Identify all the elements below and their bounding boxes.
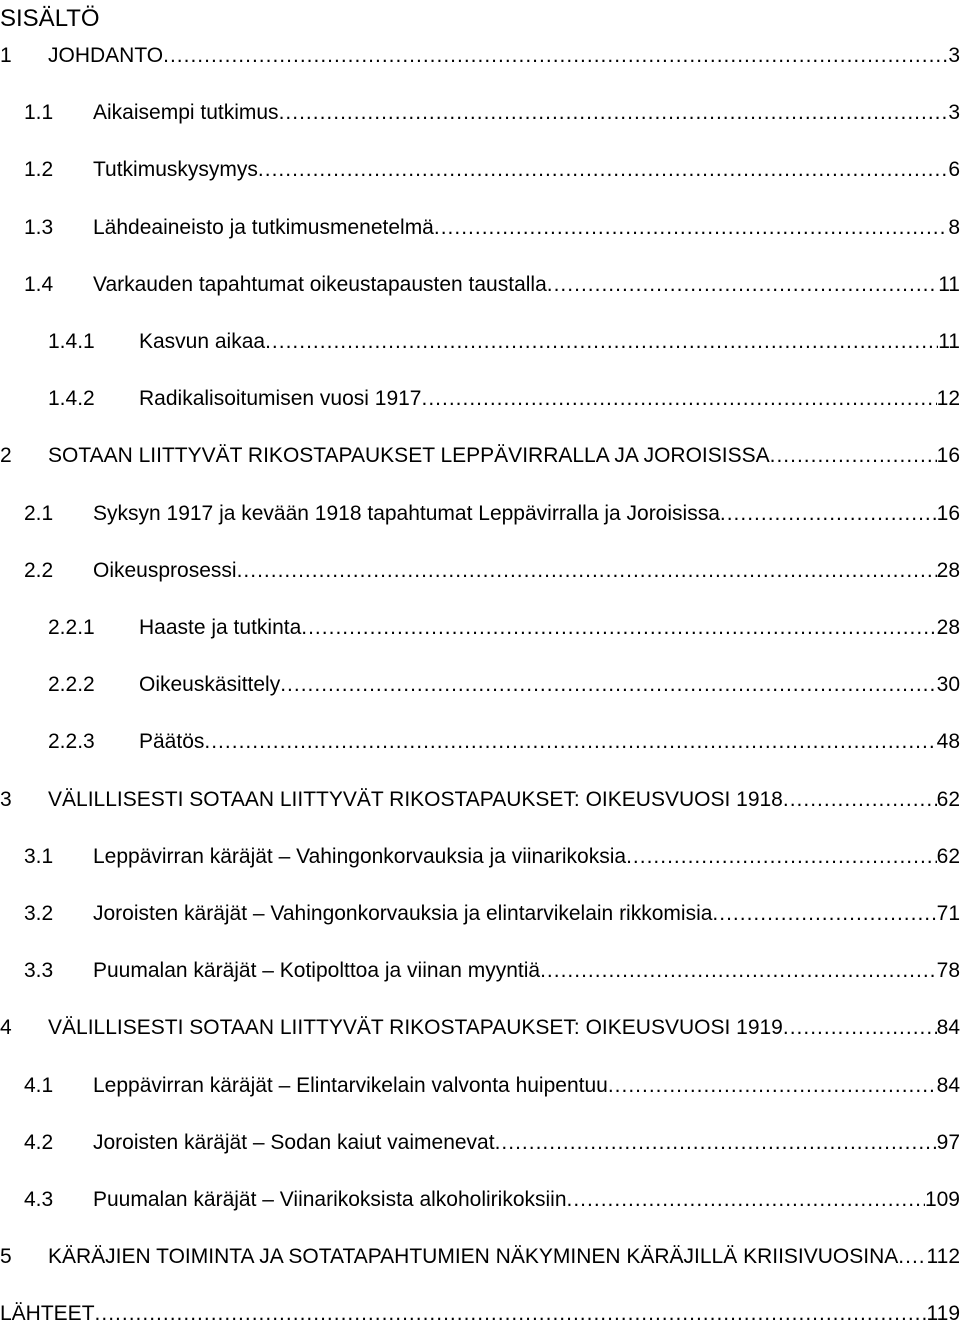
- toc-entry[interactable]: [0, 1185, 960, 1215]
- dot-leader: [783, 785, 937, 815]
- toc-entry-number: 1.1: [24, 101, 54, 124]
- toc-entry-page: 62: [936, 788, 960, 811]
- toc-entry-title: SOTAAN LIITTYVÄT RIKOSTAPAUKSET LEPPÄVIRRALLA JA JOROISISSA: [48, 444, 770, 467]
- dot-leader: [422, 384, 937, 414]
- toc-entry-page: 3: [948, 101, 960, 124]
- toc-entry[interactable]: [0, 1071, 960, 1101]
- toc-entry-title: KÄRÄJIEN TOIMINTA JA SOTATAPAHTUMIEN NÄKYMINEN KÄRÄJILLÄ KRIISIVUOSINA: [48, 1245, 899, 1268]
- toc-entry-page: 12: [936, 387, 960, 410]
- toc-entry-page: 71: [936, 902, 960, 925]
- toc-entry-number: 4: [0, 1016, 12, 1039]
- toc-entry[interactable]: [0, 1242, 960, 1272]
- toc-entry-number: 1.3: [24, 216, 54, 239]
- toc-entry-number: 4.2: [24, 1131, 54, 1154]
- toc-entry-title: Radikalisoitumisen vuosi 1917: [139, 387, 422, 410]
- dot-leader: [279, 98, 949, 128]
- toc-entry-title: Puumalan käräjät – Kotipolttoa ja viinan myyntiä: [93, 959, 541, 982]
- toc-entry[interactable]: [0, 670, 960, 700]
- toc-entry[interactable]: [0, 613, 960, 643]
- dot-leader: [265, 327, 938, 357]
- toc-entry-title: VÄLILLISESTI SOTAAN LIITTYVÄT RIKOSTAPAUKSET: OIKEUSVUOSI 1919: [48, 1016, 783, 1039]
- toc-entry[interactable]: [0, 785, 960, 815]
- toc-entry[interactable]: [0, 441, 960, 471]
- toc-entry-number: 2: [0, 444, 12, 467]
- dot-leader: [434, 213, 948, 243]
- toc-entry-page: 78: [936, 959, 960, 982]
- toc-entry-page: 109: [924, 1188, 960, 1211]
- toc-entry-number: 1.2: [24, 158, 54, 181]
- toc-entry[interactable]: [0, 327, 960, 357]
- toc-entry[interactable]: [0, 213, 960, 243]
- toc-entry-page: 84: [936, 1016, 960, 1039]
- toc-entry-title: VÄLILLISESTI SOTAAN LIITTYVÄT RIKOSTAPAUKSET: OIKEUSVUOSI 1918: [48, 788, 783, 811]
- toc-entry-number: 5: [0, 1245, 12, 1268]
- toc-entry-page: 48: [936, 730, 960, 753]
- toc-entry-page: 84: [936, 1074, 960, 1097]
- toc-entry-page: 16: [936, 444, 960, 467]
- dot-leader: [770, 441, 937, 471]
- dot-leader: [95, 1299, 927, 1329]
- dot-leader: [301, 613, 936, 643]
- toc-entry-number: 1: [0, 44, 12, 67]
- toc-entry[interactable]: [0, 270, 960, 300]
- dot-leader: [280, 670, 936, 700]
- dot-leader: [783, 1013, 937, 1043]
- dot-leader: [258, 155, 948, 185]
- toc-entry-number: 3.1: [24, 845, 54, 868]
- toc-entry-number: 3.3: [24, 959, 54, 982]
- toc-entry[interactable]: [0, 1013, 960, 1043]
- toc-entry[interactable]: [0, 1299, 960, 1329]
- dot-leader: [626, 842, 937, 872]
- toc-entry-page: 3: [948, 44, 960, 67]
- toc-entry-title: JOHDANTO: [48, 44, 164, 67]
- dot-leader: [720, 499, 937, 529]
- toc-entry-page: 119: [926, 1302, 960, 1325]
- toc-entry-title: Varkauden tapahtumat oikeustapausten taustalla: [93, 273, 547, 296]
- dot-leader: [547, 270, 938, 300]
- toc-entry-number: 3.2: [24, 902, 54, 925]
- toc-entry-title: Lähdeaineisto ja tutkimusmenetelmä: [93, 216, 434, 239]
- toc-entry-title: Leppävirran käräjät – Elintarvikelain valvonta huipentuu: [93, 1074, 608, 1097]
- toc-entry-title: Aikaisempi tutkimus: [93, 101, 279, 124]
- toc-entry-number: 2.2.2: [48, 673, 95, 696]
- toc-entry[interactable]: [0, 727, 960, 757]
- toc-entry-number: 4.3: [24, 1188, 54, 1211]
- toc-entry[interactable]: [0, 556, 960, 586]
- toc-entry-page: 28: [936, 559, 960, 582]
- dot-leader: [163, 41, 948, 71]
- toc-entry-title: Haaste ja tutkinta: [139, 616, 302, 639]
- toc-entry-title: LÄHTEET: [0, 1302, 95, 1325]
- toc-entry-page: 8: [948, 216, 960, 239]
- toc-entry-number: 4.1: [24, 1074, 54, 1097]
- toc-entry-title: Syksyn 1917 ja kevään 1918 tapahtumat Leppävirralla ja Joroisissa: [93, 502, 720, 525]
- toc-entry-page: 6: [948, 158, 960, 181]
- toc-entry-page: 11: [938, 330, 960, 353]
- toc-entry[interactable]: [0, 499, 960, 529]
- toc-entry-number: 2.2.3: [48, 730, 95, 753]
- dot-leader: [898, 1242, 926, 1272]
- toc-entry-page: 11: [938, 273, 960, 296]
- toc-entry[interactable]: [0, 98, 960, 128]
- toc-entry[interactable]: [0, 155, 960, 185]
- toc-entry-title: Joroisten käräjät – Vahingonkorvauksia ja elintarvikelain rikkomisia: [93, 902, 713, 925]
- toc-entry-page: 62: [936, 845, 960, 868]
- toc-entry-page: 30: [936, 673, 960, 696]
- dot-leader: [237, 556, 937, 586]
- toc-entry[interactable]: [0, 899, 960, 929]
- toc-entry-page: 16: [936, 502, 960, 525]
- toc-entry[interactable]: [0, 1128, 960, 1158]
- toc-entry[interactable]: [0, 842, 960, 872]
- toc-entry-number: 3: [0, 788, 12, 811]
- toc-heading: SISÄLTÖ: [0, 5, 100, 32]
- dot-leader: [204, 727, 936, 757]
- toc-entry-number: 2.1: [24, 502, 54, 525]
- dot-leader: [540, 956, 937, 986]
- toc-entry-page: 112: [926, 1245, 960, 1268]
- toc-entry-number: 1.4.2: [48, 387, 95, 410]
- dot-leader: [608, 1071, 937, 1101]
- dot-leader: [567, 1185, 925, 1215]
- toc-entry-title: Kasvun aikaa: [139, 330, 266, 353]
- dot-leader: [712, 899, 936, 929]
- toc-entry[interactable]: [0, 384, 960, 414]
- toc-entry-title: Leppävirran käräjät – Vahingonkorvauksia ja viinarikoksia: [93, 845, 627, 868]
- toc-entry-number: 1.4.1: [48, 330, 95, 353]
- toc-entry-number: 1.4: [24, 273, 54, 296]
- toc-entry[interactable]: [0, 41, 960, 71]
- toc-entry[interactable]: [0, 956, 960, 986]
- toc-entry-number: 2.2: [24, 559, 54, 582]
- toc-entry-title: Joroisten käräjät – Sodan kaiut vaimenevat: [93, 1131, 495, 1154]
- toc-entry-title: Oikeuskäsittely: [139, 673, 281, 696]
- toc-entry-page: 97: [936, 1131, 960, 1154]
- toc-entry-title: Oikeusprosessi: [93, 559, 237, 582]
- toc-entry-title: Puumalan käräjät – Viinarikoksista alkoholirikoksiin: [93, 1188, 567, 1211]
- dot-leader: [495, 1128, 937, 1158]
- toc-entry-page: 28: [936, 616, 960, 639]
- toc-entry-number: 2.2.1: [48, 616, 95, 639]
- toc-entry-title: Päätös: [139, 730, 205, 753]
- toc-entry-title: Tutkimuskysymys: [93, 158, 258, 181]
